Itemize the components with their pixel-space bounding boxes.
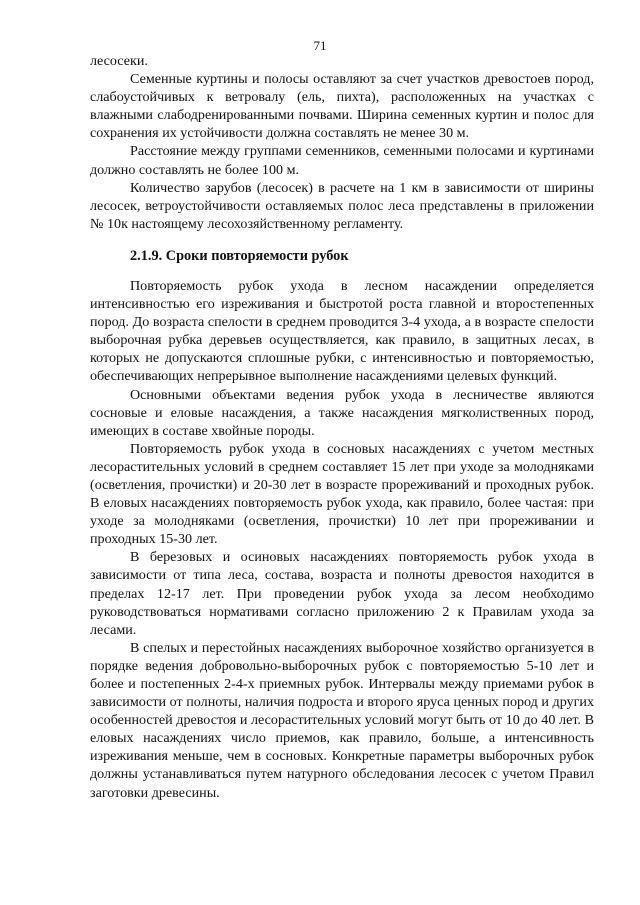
page-number: 71 (313, 38, 327, 53)
paragraph-repeatability: Повторяемость рубок ухода в лесном насаждении определяется интенсивностью его изреживания и быстротой роста главной и второстепенных пород. До возраста спелости в среднем проводится 3-4 ухода, а в возрасте спелости выборочная рубка деревьев осуществляется, как правило, в защитных лесах, в которых не допускаются сплошные рубки, с интенсивностью и повторяемостью, обеспечивающих непрерывное выполнение насаждениями целевых функций. (90, 277, 594, 385)
paragraph-seed-distance: Расстояние между группами семенников, семенными полосами и куртинами должно составлять не более 100 м. (90, 143, 594, 178)
paragraph-birch-aspen: В березовых и осиновых насаждениях повторяемость рубок ухода в зависимости от типа леса, состава, возраста и полноты древостоя находится в пределах 12-17 лет. При проведении рубок ухода за лесом необходимо руководствоваться нормативами согласно приложению 2 к Правилам ухода за лесами. (90, 549, 594, 638)
paragraph-cut-count: Количество зарубов (лесосек) в расчете на 1 км в зависимости от ширины лесосек, ветроустойчивости оставляемых полос леса представлены в приложении № 10к настоящему лесохозяйственному регламенту. (90, 179, 594, 232)
section-heading: 2.1.9. Сроки повторяемости рубок (130, 247, 349, 264)
paragraph-continuation: лесосеки. (90, 53, 148, 69)
document-body (90, 52, 594, 802)
paragraph-seed-strips: Семенные куртины и полосы оставляют за счет участков древостоев пород, слабоустойчивых к ветровалу (ель, пихта), расположенных на участках с влажными слабодренированными почвами. Ширина семенных куртин и полос для сохранения их устойчивости должна составлять не менее 30 м. (90, 71, 594, 142)
paragraph-pine-spruce: Повторяемость рубок ухода в сосновых насаждениях с учетом местных лесорастительных условий в среднем составляет 15 лет при уходе за молодняками (осветления, прочистки) и 20-30 лет в возрасте прореживаний и проходных рубок. В еловых насаждениях повторяемость рубок ухода, как правило, более частая: при уходе за молодняками (осветления, прочистки) 10 лет при прореживании и проходных 15-30 лет. (90, 440, 594, 548)
paragraph-main-objects: Основными объектами ведения рубок ухода в лесничестве являются сосновые и еловые насаждения, а также насаждения мягколиственных пород, имеющих в составе хвойные породы. (90, 386, 594, 439)
paragraph-mature-stands: В спелых и перестойных насаждениях выборочное хозяйство организуется в порядке ведения добровольно-выборочных рубок с повторяемостью 5-10 лет и более и постепенных 2-4-х приемных рубок. Интервалы между приемами рубок в зависимости от полноты, наличия подроста и второго яруса ценных пород и других особенностей древостоя и лесорастительных условий могут быть от 10 до 40 лет. В еловых насаждениях число приемов, как правило, больше, а интенсивность изреживания меньше, чем в сосновых. Конкретные параметры выборочных рубок должны устанавливаться путем натурного обследования лесосек с учетом Правил заготовки древесины. (90, 639, 594, 801)
